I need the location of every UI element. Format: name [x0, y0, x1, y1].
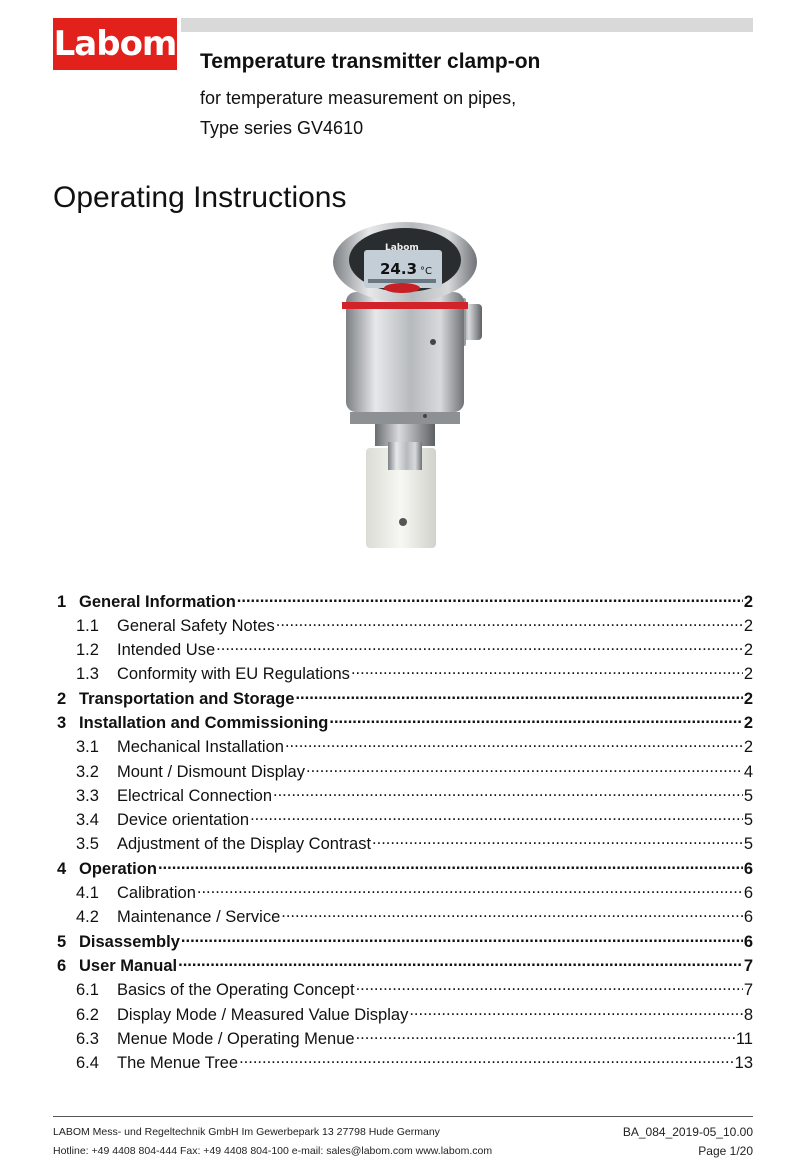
toc-entry-label: The Menue Tree: [117, 1054, 239, 1073]
toc-entry-number: 3.4: [76, 811, 99, 830]
toc-entry-number: 6.3: [76, 1029, 99, 1048]
toc-entry-page: 5: [743, 835, 753, 854]
toc-entry-number: 4: [57, 859, 67, 878]
toc-entry-number: 3.5: [76, 835, 99, 854]
toc-entry-number: 3: [57, 713, 67, 732]
product-subtitle-1: for temperature measurement on pipes,: [200, 88, 517, 108]
toc-entry[interactable]: [53, 954, 753, 978]
table-of-contents: [53, 590, 753, 1076]
labom-logo: [53, 18, 177, 70]
toc-entry-page: 13: [734, 1054, 753, 1073]
toc-entry-page: 8: [743, 1005, 753, 1024]
toc-entry-page: 2: [743, 641, 753, 660]
toc-entry-number: 3.3: [76, 786, 99, 805]
toc-leader-dots: [250, 809, 743, 826]
toc-entry-label: Transportation and Storage: [79, 689, 295, 708]
toc-leader-dots: [329, 711, 742, 728]
toc-entry-label: Mechanical Installation: [117, 738, 284, 757]
toc-leader-dots: [356, 979, 743, 996]
footer-contact: Hotline: +49 4408 804-444 Fax: +49 4408 804-100 e-mail: sales@labom.com www.labom.com: [53, 1145, 493, 1157]
toc-entry-number: 5: [57, 932, 67, 951]
toc-entry-label: Menue Mode / Operating Menue: [117, 1029, 355, 1048]
toc-entry[interactable]: [53, 979, 753, 1003]
toc-entry-number: 2: [57, 689, 67, 708]
document-title: Operating Instructions: [53, 181, 347, 214]
toc-leader-dots: [295, 687, 742, 704]
toc-entry[interactable]: [53, 809, 753, 833]
toc-entry[interactable]: [53, 614, 753, 638]
toc-entry-page: 2: [743, 689, 753, 708]
toc-entry-page: 6: [743, 932, 753, 951]
toc-leader-dots: [409, 1003, 742, 1020]
toc-entry-label: General Safety Notes: [117, 616, 275, 635]
toc-entry[interactable]: [53, 906, 753, 930]
product-title: Temperature transmitter clamp-on: [200, 50, 541, 73]
toc-entry-label: Installation and Commissioning: [79, 713, 329, 732]
toc-leader-dots: [276, 614, 743, 631]
toc-leader-dots: [216, 639, 743, 656]
housing: [346, 292, 464, 412]
toc-entry-page: 2: [743, 713, 753, 732]
toc-entry-label: Display Mode / Measured Value Display: [117, 1005, 409, 1024]
toc-leader-dots: [285, 736, 743, 753]
toc-leader-dots: [237, 590, 743, 607]
toc-entry-page: 2: [743, 738, 753, 757]
toc-leader-dots: [273, 784, 743, 801]
toc-entry-page: 2: [743, 592, 753, 611]
toc-entry-label: Operation: [79, 859, 157, 878]
toc-leader-dots: [239, 1052, 734, 1069]
toc-entry-page: 11: [735, 1029, 753, 1048]
product-subtitle-2: Type series GV4610: [200, 118, 364, 138]
toc-entry[interactable]: [53, 711, 753, 735]
toc-leader-dots: [197, 882, 743, 899]
toc-entry-number: 4.1: [76, 884, 99, 903]
toc-entry-label: Conformity with EU Regulations: [117, 665, 350, 684]
toc-entry-label: User Manual: [79, 956, 178, 975]
toc-entry-number: 3.2: [76, 762, 99, 781]
toc-leader-dots: [181, 930, 743, 947]
toc-entry-number: 6.1: [76, 981, 99, 1000]
toc-entry-label: Device orientation: [117, 811, 250, 830]
toc-entry[interactable]: [53, 1027, 753, 1051]
footer-doc-code: BA_084_2019-05_10.00: [622, 1125, 753, 1139]
toc-entry-page: 2: [743, 616, 753, 635]
toc-entry-label: General Information: [79, 592, 236, 611]
toc-entry-page: 7: [743, 956, 753, 975]
footer-page-number: Page 1/20: [698, 1144, 753, 1158]
device-photo: [320, 222, 500, 552]
toc-entry-label: Disassembly: [79, 932, 180, 951]
toc-entry-label: Basics of the Operating Concept: [117, 981, 355, 1000]
toc-entry[interactable]: [53, 760, 753, 784]
toc-leader-dots: [372, 833, 743, 850]
toc-entry-page: 4: [743, 762, 753, 781]
toc-entry-page: 6: [743, 884, 753, 903]
toc-entry-number: 1.3: [76, 665, 99, 684]
toc-entry-number: 3.1: [76, 738, 99, 757]
toc-leader-dots: [356, 1027, 735, 1044]
toc-entry-number: 1: [57, 592, 67, 611]
toc-leader-dots: [306, 760, 743, 777]
toc-entry-label: Intended Use: [117, 641, 216, 660]
toc-entry-page: 6: [743, 908, 753, 927]
lcd-value: 24.3: [380, 260, 418, 278]
toc-entry-number: 6: [57, 956, 67, 975]
toc-entry-number: 1.2: [76, 641, 99, 660]
toc-entry-label: Adjustment of the Display Contrast: [117, 835, 372, 854]
toc-leader-dots: [351, 663, 743, 680]
toc-entry-number: 1.1: [76, 616, 99, 635]
toc-entry-page: 5: [743, 786, 753, 805]
toc-entry-label: Electrical Connection: [117, 786, 272, 805]
toc-entry[interactable]: [53, 1003, 753, 1027]
toc-entry-number: 6.2: [76, 1005, 99, 1024]
toc-entry-label: Maintenance / Service: [117, 908, 281, 927]
header-bar: [181, 18, 753, 32]
footer-divider: [53, 1116, 753, 1117]
toc-entry[interactable]: [53, 736, 753, 760]
toc-entry[interactable]: [53, 882, 753, 906]
toc-entry-page: 6: [743, 859, 753, 878]
toc-entry[interactable]: [53, 639, 753, 663]
toc-entry[interactable]: [53, 857, 753, 881]
toc-entry[interactable]: [53, 1052, 753, 1076]
toc-leader-dots: [281, 906, 743, 923]
toc-entry[interactable]: [53, 930, 753, 954]
toc-entry[interactable]: [53, 833, 753, 857]
toc-entry-page: 2: [743, 665, 753, 684]
toc-entry-page: 7: [743, 981, 753, 1000]
toc-entry-label: Mount / Dismount Display: [117, 762, 305, 781]
toc-leader-dots: [178, 954, 743, 971]
toc-entry[interactable]: [53, 590, 753, 614]
lcd-unit: °C: [420, 266, 432, 277]
toc-entry[interactable]: [53, 663, 753, 687]
toc-entry-number: 6.4: [76, 1054, 99, 1073]
toc-leader-dots: [158, 857, 743, 874]
logo-text: Labom: [53, 24, 177, 64]
toc-entry-label: Calibration: [117, 884, 196, 903]
footer-company: LABOM Mess- und Regeltechnik GmbH Im Gewerbepark 13 27798 Hude Germany: [53, 1126, 440, 1138]
toc-entry[interactable]: [53, 784, 753, 808]
toc-entry[interactable]: [53, 687, 753, 711]
device-brand: Labom: [385, 243, 419, 253]
red-ring: [342, 302, 468, 309]
toc-entry-page: 5: [743, 811, 753, 830]
toc-entry-number: 4.2: [76, 908, 99, 927]
